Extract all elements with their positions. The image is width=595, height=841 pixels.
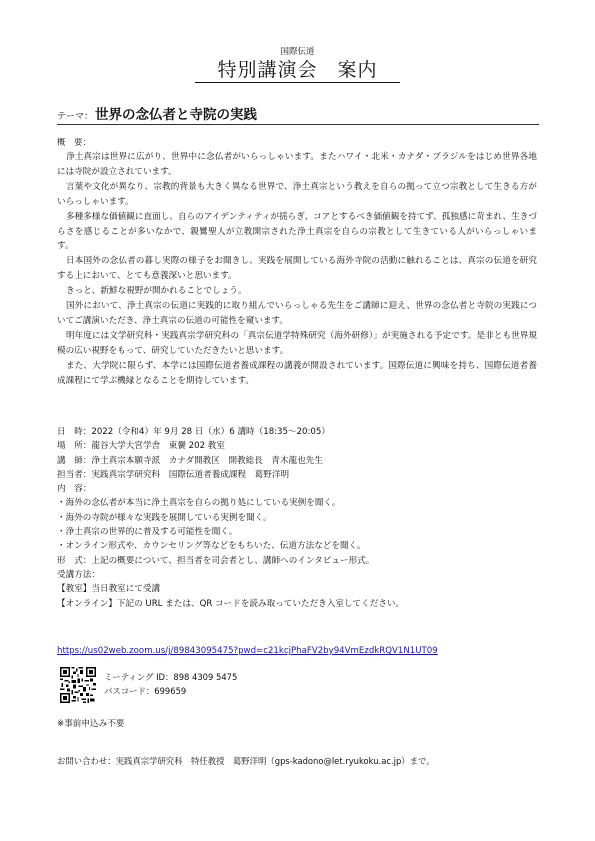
event-manager: 担当者：実践真宗学研究科 国際伝道者養成課程 葛野洋明	[57, 469, 290, 480]
event-details	[57, 425, 547, 611]
meeting-id: ミーティング ID：898 4309 5475	[104, 672, 238, 682]
page-title: 特別講演会 案内	[217, 59, 378, 81]
content-heading: 内 容：	[57, 484, 92, 495]
summary-paragraph: 多種多様な価値観に直面し、自らのアイデンティティが揺らぎ、コアとするべき価値観を持てず、孤独感に苛まれ、生きづらさを感じることが多いなかで、親鸞聖人が立教開宗された浄土真宗を自らの宗教として生きている人がいらっしゃいます。	[57, 211, 537, 252]
summary-paragraph: 国外において、浄土真宗の伝道に実践的に取り組んでいらっしゃる先生をご講師に迎え、世界の念仏者と寺院の実践についてご講演いただき、浄土真宗の伝道の可能性を窺います。	[57, 301, 537, 326]
event-lecturer: 講 師：浄土真宗本願寺派 カナダ開教区 開教総長 青木龍也先生	[57, 455, 323, 466]
summary-paragraph: 浄土真宗は世界に広がり、世界中に念仏者がいらっしゃいます。またハワイ・北米・カナダ・ブラジルをはじめ世界各地には寺院が設立されています。	[57, 152, 537, 177]
attend-item: 【教室】当日教室にて受講	[57, 584, 161, 595]
event-format: 形 式：上記の概要について、担当者を司会者とし、講師へのインタビュー形式。	[57, 555, 375, 566]
summary-heading: 概 要：	[57, 138, 92, 148]
no-registration-note: ※事前申込み不要	[57, 719, 125, 729]
theme-label: テーマ：	[57, 112, 94, 122]
content-item: ・海外の寺院が様々な実践を展開している実例を聞く。	[57, 512, 272, 523]
summary-paragraph: 明年度には文学研究科・実践真宗学研究科の「真宗伝道学特殊研究（海外研修）」が実施される予定です。是非とも世界規模の広い視野をもって、研究していただきたいと思います。	[57, 330, 537, 356]
meeting-passcode: パスコード：699659	[104, 686, 187, 696]
summary-paragraph: 日本国外の念仏者の暮し実際の様子をお聞きし、実践を展開している海外寺院の活動に触れることは、真宗の伝道を研究する上において、とても意義深いと思います。	[57, 256, 537, 282]
theme-divider	[57, 124, 539, 125]
meeting-info	[104, 670, 237, 698]
theme-line	[57, 103, 257, 123]
content-item: ・海外の念仏者が本当に浄土真宗を自らの拠り処にしている実例を聞く。	[57, 498, 341, 509]
theme-value: 世界の念仏者と寺院の実践	[95, 107, 258, 123]
content-item: ・オンライン形式や、カウンセリング等などをもちいた、伝道方法などを聞く。	[57, 541, 366, 552]
event-date: 日 時：2022（令和4）年 9月 28 日（水）6 講時（18:35～20:05）	[57, 427, 330, 437]
attend-heading: 受講方法：	[57, 569, 100, 580]
zoom-link[interactable]: https://us02web.zoom.us/j/89843095475?pwd=c21kcjPhaFV2by94VmEzdkRQV1N1UT09	[57, 646, 438, 656]
event-place: 場 所：龍谷大学大宮学舎 東黌 202 教室	[57, 441, 225, 452]
summary-paragraph: また、大学院に限らず、本学には国際伝道者養成課程の講義が開設されています。国際伝道に興味を持ち、国際伝道者養成課程にて学ぶ機縁となることを期待しています。	[57, 360, 537, 386]
contact-info: お問い合わせ：実践真宗学研究科 特任教授 葛野洋明（gps-kadono@let.ryukoku.ac.jp）まで。	[57, 756, 435, 766]
attend-item: 【オンライン】下記の URL または、QR コードを読み取っていただき入室してください。	[57, 598, 405, 609]
organizer-label: 国際伝道	[280, 47, 315, 57]
qr-code-icon[interactable]	[60, 667, 96, 703]
summary-paragraph: 言葉や文化が異なり、宗教的背景も大きく異なる世界で、浄土真宗という教えを自らの拠って立つ宗教として生きる方がいらっしゃいます。	[57, 181, 537, 207]
title-underline	[195, 82, 400, 83]
summary-body	[57, 150, 537, 389]
summary-paragraph: きっと、新鮮な視野が開かれることでしょう。	[66, 286, 247, 297]
content-item: ・浄土真宗の世界的に普及する可能性を聞く。	[57, 527, 238, 538]
